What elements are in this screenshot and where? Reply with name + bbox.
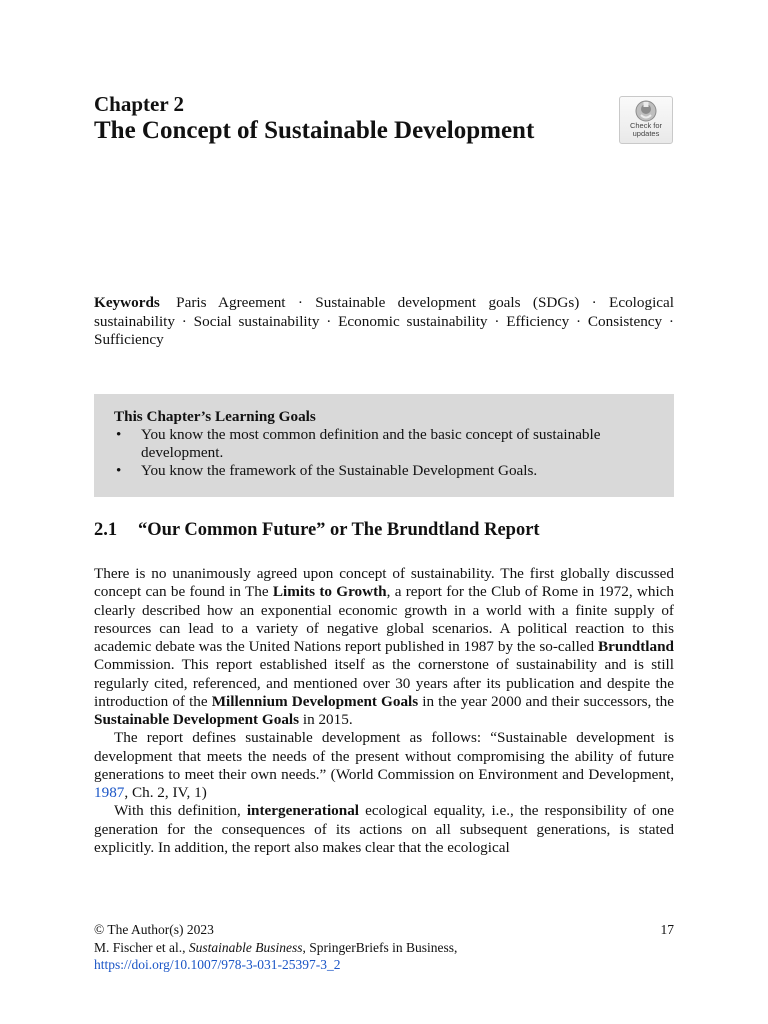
bold-term: Limits to Growth bbox=[272, 583, 387, 601]
text-run: ecological equality, i.e., the responsibility of one generation for the consequences of its actions on all subsequent generations, is stated explicitly. In addition, the report also makes clear that the ecological bbox=[94, 802, 674, 856]
learning-goals-box bbox=[94, 394, 674, 497]
bold-term: Millennium Development Goals bbox=[211, 692, 419, 710]
learning-goal-item: • You know the framework of the Sustainable Development Goals. bbox=[114, 462, 656, 480]
text-run: The report defines sustainable development as follows: “Sustainable development is development that meets the needs of the present without compromising the ability of future generations to meet their own needs.” (World Commission on Environment and Development, bbox=[94, 729, 674, 783]
learning-goals-list bbox=[114, 426, 656, 480]
citation-line bbox=[94, 939, 594, 957]
text-run: With this definition, bbox=[114, 802, 247, 820]
check-for-updates-badge[interactable] bbox=[619, 96, 673, 144]
chapter-title: The Concept of Sustainable Development bbox=[94, 117, 535, 144]
chapter-label: Chapter 2 bbox=[94, 92, 185, 116]
text-run: Commission. This report established itself as the cornerstone of sustainability and is still regularly cited, referenced, and mentioned over 30 years after its publication and despite the introduction of the bbox=[94, 656, 674, 710]
text-run: There is no unanimously agreed upon concept of sustainability. The first globally discussed concept can be found in The bbox=[94, 565, 674, 601]
footer-series: , SpringerBriefs in Business, bbox=[302, 939, 458, 955]
footer bbox=[94, 921, 594, 974]
text-run: , a report for the Club of Rome in 1972, which clearly described how an exponential economic growth in a world with a finite supply of resources can lead to a variety of negative global scenarios. A political reaction to this academic debate was the United Nations report published in 1987 by the so-called bbox=[94, 583, 675, 655]
bold-term: Sustainable Development Goals bbox=[94, 711, 300, 728]
doi-link[interactable]: https://doi.org/10.1007/978-3-031-25397-3_2 bbox=[94, 957, 341, 972]
paragraph bbox=[94, 565, 674, 729]
paragraph bbox=[94, 729, 674, 802]
text-run: , Ch. 2, IV, 1) bbox=[124, 784, 207, 801]
keywords-text: Paris Agreement · Sustainable development goals (SDGs) · Ecological sustainability · Social sustainability · Economic sustainability · Efficiency · Consistency · Sufficiency bbox=[94, 294, 674, 348]
text-run: in 2015. bbox=[299, 711, 353, 728]
page-number: 17 bbox=[660, 922, 674, 937]
badge-line1: Check for bbox=[629, 121, 663, 130]
learning-goal-item: • You know the most common definition and the basic concept of sustainable development. bbox=[114, 426, 656, 462]
section-number: 2.1 bbox=[94, 520, 118, 540]
check-for-updates-icon bbox=[634, 100, 658, 122]
citation-link[interactable]: 1987 bbox=[94, 784, 125, 801]
body-text bbox=[94, 565, 674, 857]
badge-line2: updates bbox=[632, 129, 660, 138]
paragraph bbox=[94, 802, 674, 857]
bold-term: Brundtland bbox=[598, 638, 674, 655]
keywords-block bbox=[94, 294, 674, 350]
section-heading bbox=[94, 518, 540, 542]
section-title: “Our Common Future” or The Brundtland Report bbox=[138, 520, 540, 540]
footer-authors: M. Fischer et al., bbox=[94, 939, 189, 955]
copyright-line: © The Author(s) 2023 bbox=[94, 922, 214, 937]
keywords-label: Keywords bbox=[94, 294, 160, 311]
text-run: in the year 2000 and their successors, the bbox=[418, 692, 674, 710]
bold-term: intergenerational bbox=[246, 802, 360, 820]
learning-goals-title: This Chapter’s Learning Goals bbox=[114, 408, 316, 425]
footer-book-title: Sustainable Business bbox=[188, 939, 303, 955]
